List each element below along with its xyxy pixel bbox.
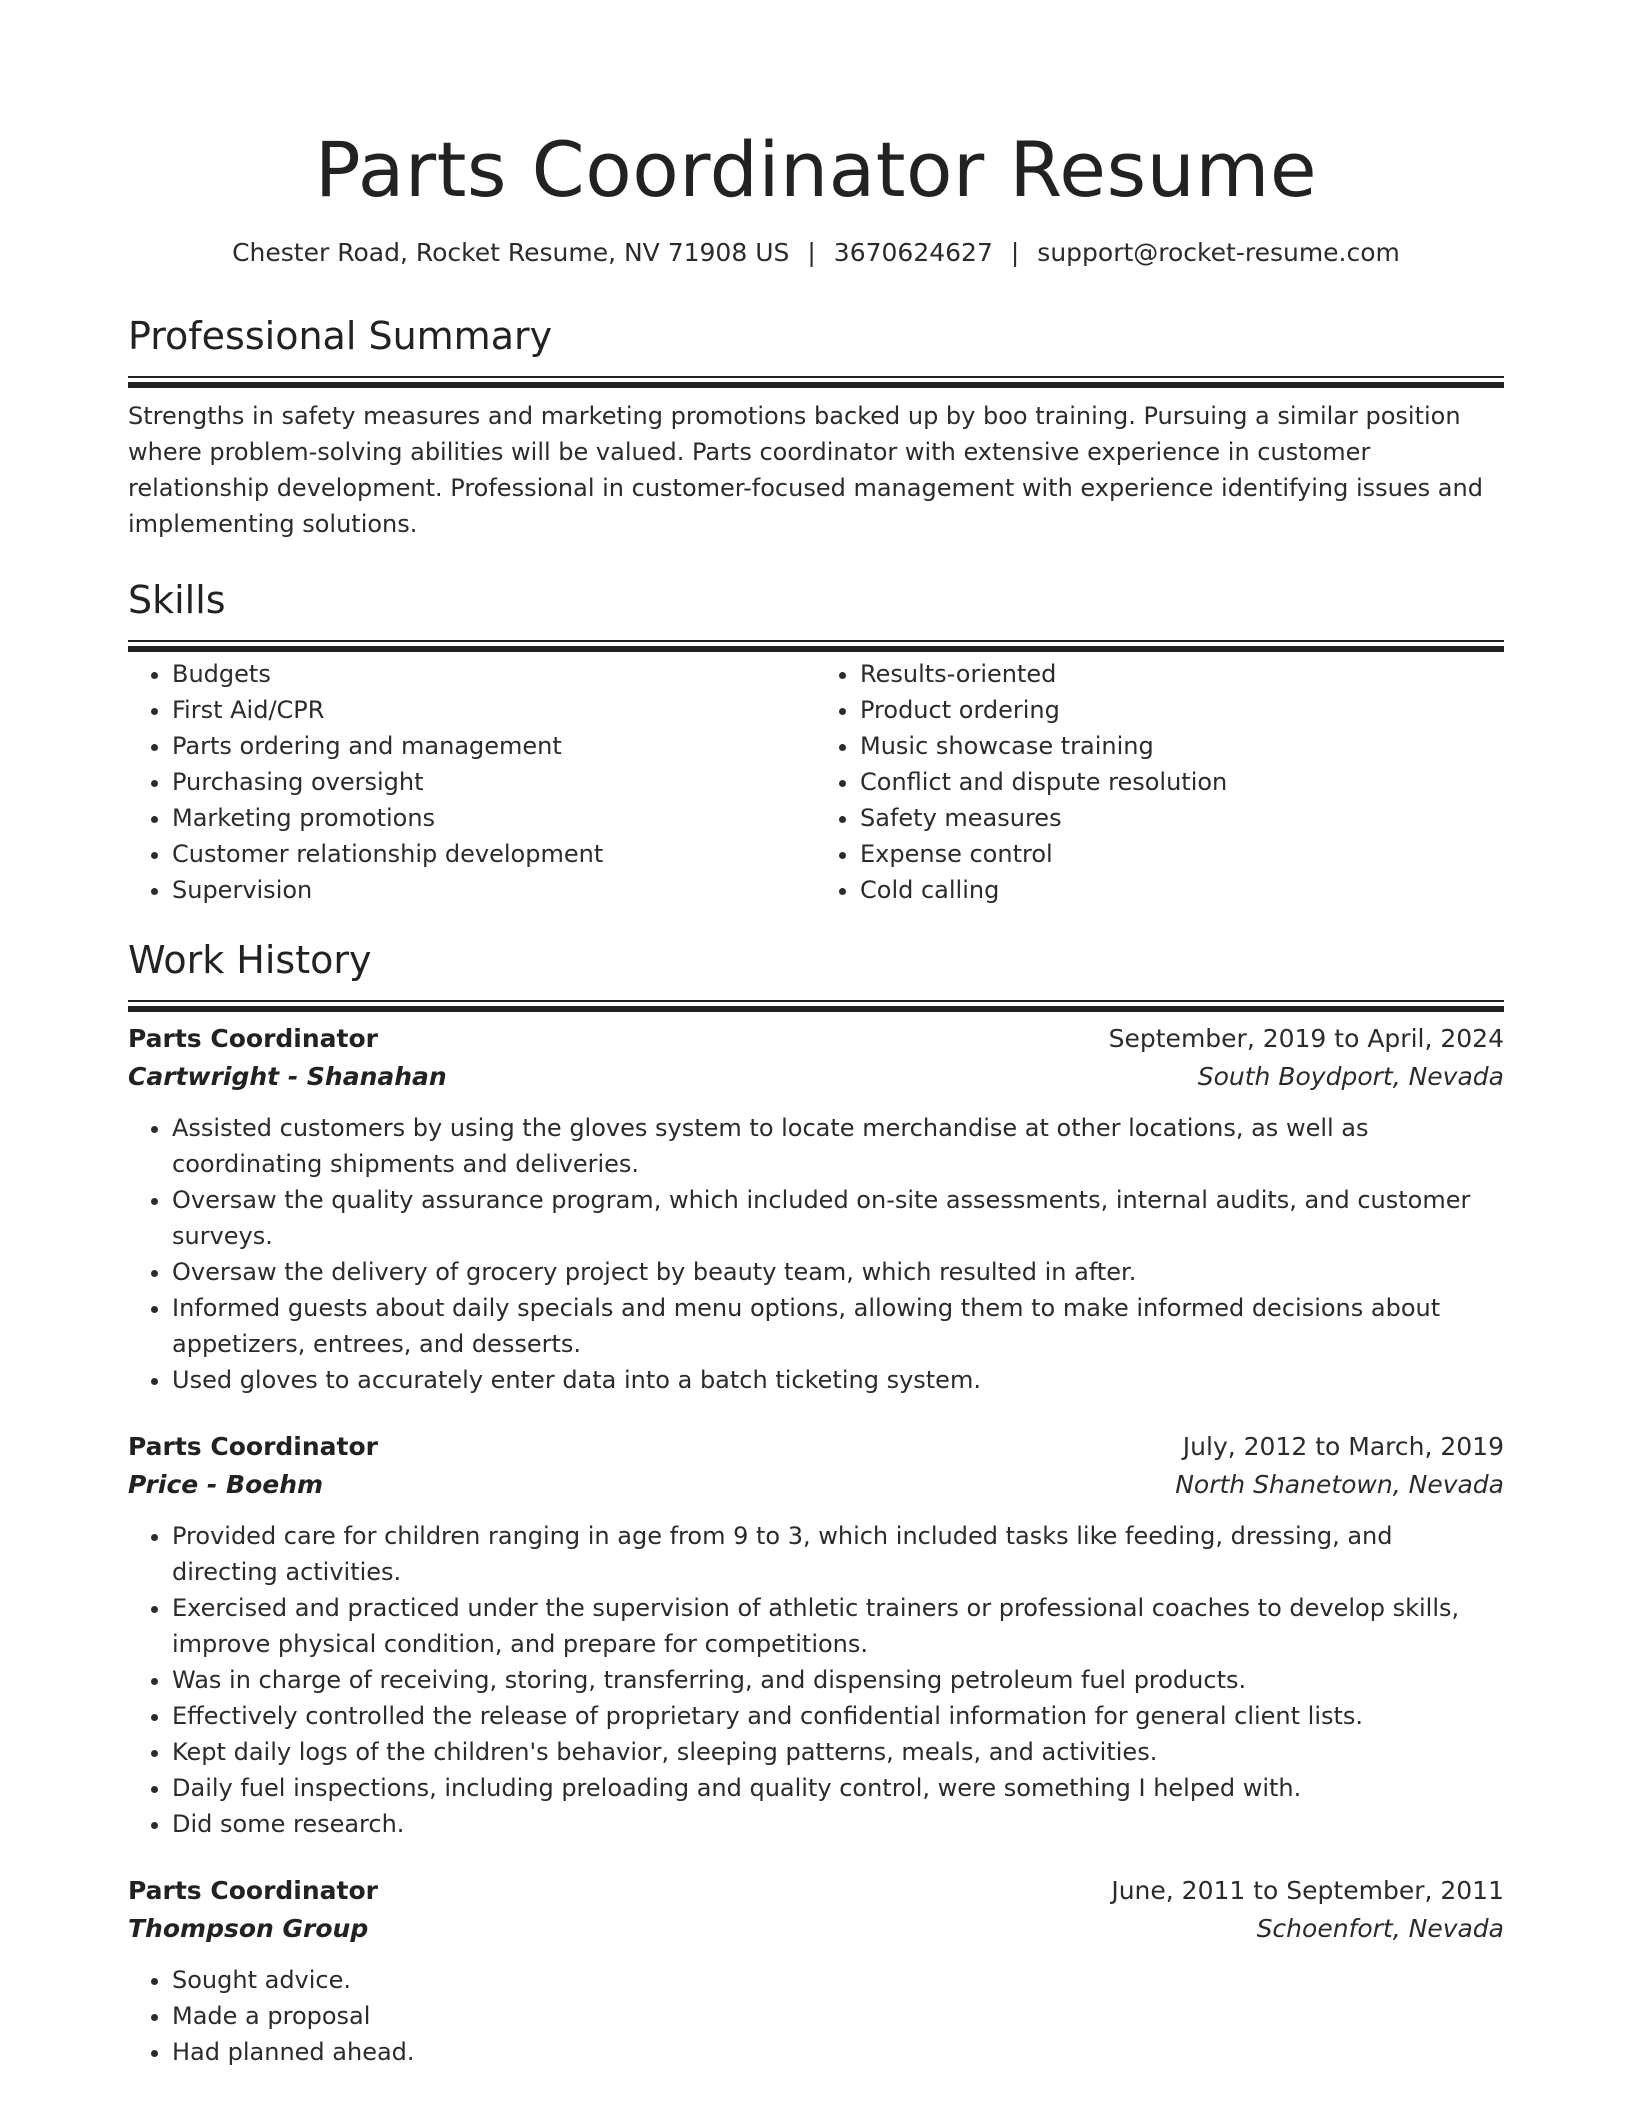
job-location: South Boydport, Nevada xyxy=(1197,1062,1504,1091)
job-title: Parts Coordinator xyxy=(128,1876,378,1905)
job-entry xyxy=(128,1872,1504,2070)
section-heading-summary: Professional Summary xyxy=(128,314,553,358)
job-title: Parts Coordinator xyxy=(128,1432,378,1461)
job-duty-item: • Oversaw the delivery of grocery project by beauty team, which resulted in after. xyxy=(172,1254,1504,1290)
skill-item: • Conflict and dispute resolution xyxy=(860,764,1504,800)
job-duty-item: • Effectively controlled the release of proprietary and confidential information for general client lists. xyxy=(172,1698,1504,1734)
job-duty-item: • Daily fuel inspections, including preloading and quality control, were something I helped with. xyxy=(172,1770,1504,1806)
job-duties-list xyxy=(128,1110,1504,1398)
job-duties-list xyxy=(128,1518,1504,1842)
skill-item: • Budgets xyxy=(172,656,816,692)
summary-text: Strengths in safety measures and marketing promotions backed up by boo training. Pursuing a similar position where problem-solving abilities will be valued. Parts coordinator with extensive experience in customer relationship development. Professional in customer-focused management with experience identifying issues and implementing solutions. xyxy=(128,402,1483,538)
job-title: Parts Coordinator xyxy=(128,1024,378,1053)
job-duty-item: • Assisted customers by using the gloves system to locate merchandise at other locations, as well as coordinating shipments and deliveries. xyxy=(172,1110,1504,1182)
job-duty-item: • Provided care for children ranging in age from 9 to 3, which included tasks like feeding, dressing, and directing activities. xyxy=(172,1518,1504,1590)
job-header-row xyxy=(128,1872,1504,1910)
skill-item: • Purchasing oversight xyxy=(172,764,816,800)
job-entry xyxy=(128,1020,1504,1398)
job-entry xyxy=(128,1428,1504,1842)
skills-grid xyxy=(128,656,1504,908)
contact-separator: | xyxy=(807,238,816,267)
skill-item: • Customer relationship development xyxy=(172,836,816,872)
professional-summary-section xyxy=(128,312,1504,542)
contact-email: support@rocket-resume.com xyxy=(1037,238,1400,267)
job-company: Thompson Group xyxy=(128,1914,369,1943)
job-company: Cartwright - Shanahan xyxy=(128,1062,447,1091)
skill-item: • Expense control xyxy=(860,836,1504,872)
job-duty-item: • Had planned ahead. xyxy=(172,2034,1504,2070)
job-company-row xyxy=(128,1466,1504,1504)
skills-column-left xyxy=(128,656,816,908)
work-history-section xyxy=(128,936,1504,2070)
job-company-row xyxy=(128,1058,1504,1096)
job-dates: July, 2012 to March, 2019 xyxy=(1182,1432,1504,1461)
job-header-row xyxy=(128,1428,1504,1466)
section-heading-skills: Skills xyxy=(128,578,226,622)
job-duty-item: • Informed guests about daily specials and menu options, allowing them to make informed decisions about appetizers, entrees, and desserts. xyxy=(172,1290,1504,1362)
skill-item: • Parts ordering and management xyxy=(172,728,816,764)
skill-item: • Supervision xyxy=(172,872,816,908)
skills-column-right xyxy=(816,656,1504,908)
job-dates: September, 2019 to April, 2024 xyxy=(1108,1024,1504,1053)
skill-item: • First Aid/CPR xyxy=(172,692,816,728)
resume-title: Parts Coordinator Resume xyxy=(314,125,1318,214)
contact-address: Chester Road, Rocket Resume, NV 71908 US xyxy=(232,238,790,267)
section-divider xyxy=(128,376,1504,378)
job-dates: June, 2011 to September, 2011 xyxy=(1111,1876,1504,1905)
job-duty-item: • Used gloves to accurately enter data into a batch ticketing system. xyxy=(172,1362,1504,1398)
job-company: Price - Boehm xyxy=(128,1470,324,1499)
job-duty-item: • Kept daily logs of the children's behavior, sleeping patterns, meals, and activities. xyxy=(172,1734,1504,1770)
job-location: Schoenfort, Nevada xyxy=(1256,1914,1504,1943)
job-location: North Shanetown, Nevada xyxy=(1175,1470,1504,1499)
job-duty-item: • Made a proposal xyxy=(172,1998,1504,2034)
job-duty-item: • Oversaw the quality assurance program, which included on-site assessments, internal audits, and customer surveys. xyxy=(172,1182,1504,1254)
section-heading-work-history: Work History xyxy=(128,938,372,982)
contact-separator: | xyxy=(1010,238,1020,267)
job-duty-item: • Sought advice. xyxy=(172,1962,1504,1998)
section-divider xyxy=(128,1000,1504,1002)
job-duties-list xyxy=(128,1962,1504,2070)
skill-item: • Music showcase training xyxy=(860,728,1504,764)
contact-phone: 3670624627 xyxy=(833,238,993,267)
skills-section xyxy=(128,576,1504,908)
skill-item: • Safety measures xyxy=(860,800,1504,836)
job-company-row xyxy=(128,1910,1504,1948)
skill-item: • Cold calling xyxy=(860,872,1504,908)
skill-item: • Marketing promotions xyxy=(172,800,816,836)
contact-line xyxy=(128,236,1504,270)
job-header-row xyxy=(128,1020,1504,1058)
section-divider xyxy=(128,640,1504,642)
skill-item: • Results-oriented xyxy=(860,656,1504,692)
job-duty-item: • Did some research. xyxy=(172,1806,1504,1842)
job-duty-item: • Was in charge of receiving, storing, transferring, and dispensing petroleum fuel products. xyxy=(172,1662,1504,1698)
job-duty-item: • Exercised and practiced under the supervision of athletic trainers or professional coaches to develop skills, improve physical condition, and prepare for competitions. xyxy=(172,1590,1504,1662)
skill-item: • Product ordering xyxy=(860,692,1504,728)
